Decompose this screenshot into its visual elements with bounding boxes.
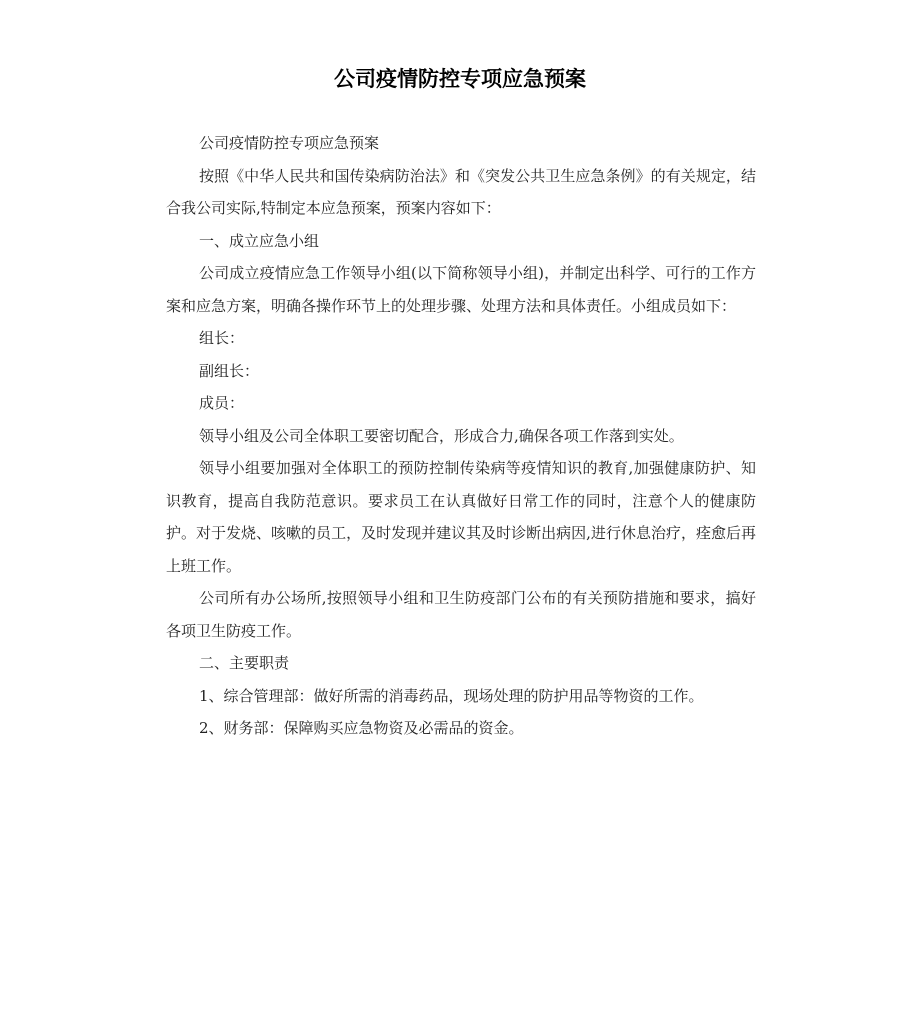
paragraph-deputy-leader: 副组长： [199, 361, 260, 380]
section-heading-1: 一、成立应急小组 [199, 231, 320, 250]
paragraph-duty-admin: 1、综合管理部：做好所需的消毒药品，现场处理的防护用品等物资的工作。 [199, 686, 704, 705]
paragraph-group-leader: 组长： [199, 329, 245, 347]
document-body [166, 127, 756, 745]
paragraph-legal-basis: 按照《中华人民共和国传染病防治法》和《突发公共卫生应急条例》的有关规定，结合我公司实际,特制定本应急预案，预案内容如下： [166, 166, 756, 217]
paragraph-members: 成员： [199, 394, 245, 412]
section-heading-2: 二、主要职责 [199, 654, 290, 672]
paragraph-heading-repeat: 公司疫情防控专项应急预案 [199, 134, 380, 152]
paragraph-office-hygiene: 公司所有办公场所,按照领导小组和卫生防疫部门公布的有关预防措施和要求，搞好各项卫生防疫工作。 [166, 589, 756, 640]
paragraph-cooperation: 领导小组及公司全体职工要密切配合，形成合力,确保各项工作落到实处。 [199, 426, 684, 445]
paragraph-education: 领导小组要加强对全体职工的预防控制传染病等疫情知识的教育,加强健康防护、知识教育，提高自我防范意识。要求员工在认真做好日常工作的同时，注意个人的健康防护。对于发烧、咳嗽的员工，及时发现并建议其及时诊断出病因,进行休息治疗，痊愈后再上班工作。 [166, 459, 756, 575]
paragraph-duty-finance: 2、财务部：保障购买应急物资及必需品的资金。 [199, 719, 524, 737]
paragraph-leadership-group: 公司成立疫情应急工作领导小组(以下简称领导小组)，并制定出科学、可行的工作方案和应急方案，明确各操作环节上的处理步骤、处理方法和具体责任。小组成员如下： [166, 264, 756, 315]
document-title: 公司疫情防控专项应急预案 [334, 67, 586, 91]
